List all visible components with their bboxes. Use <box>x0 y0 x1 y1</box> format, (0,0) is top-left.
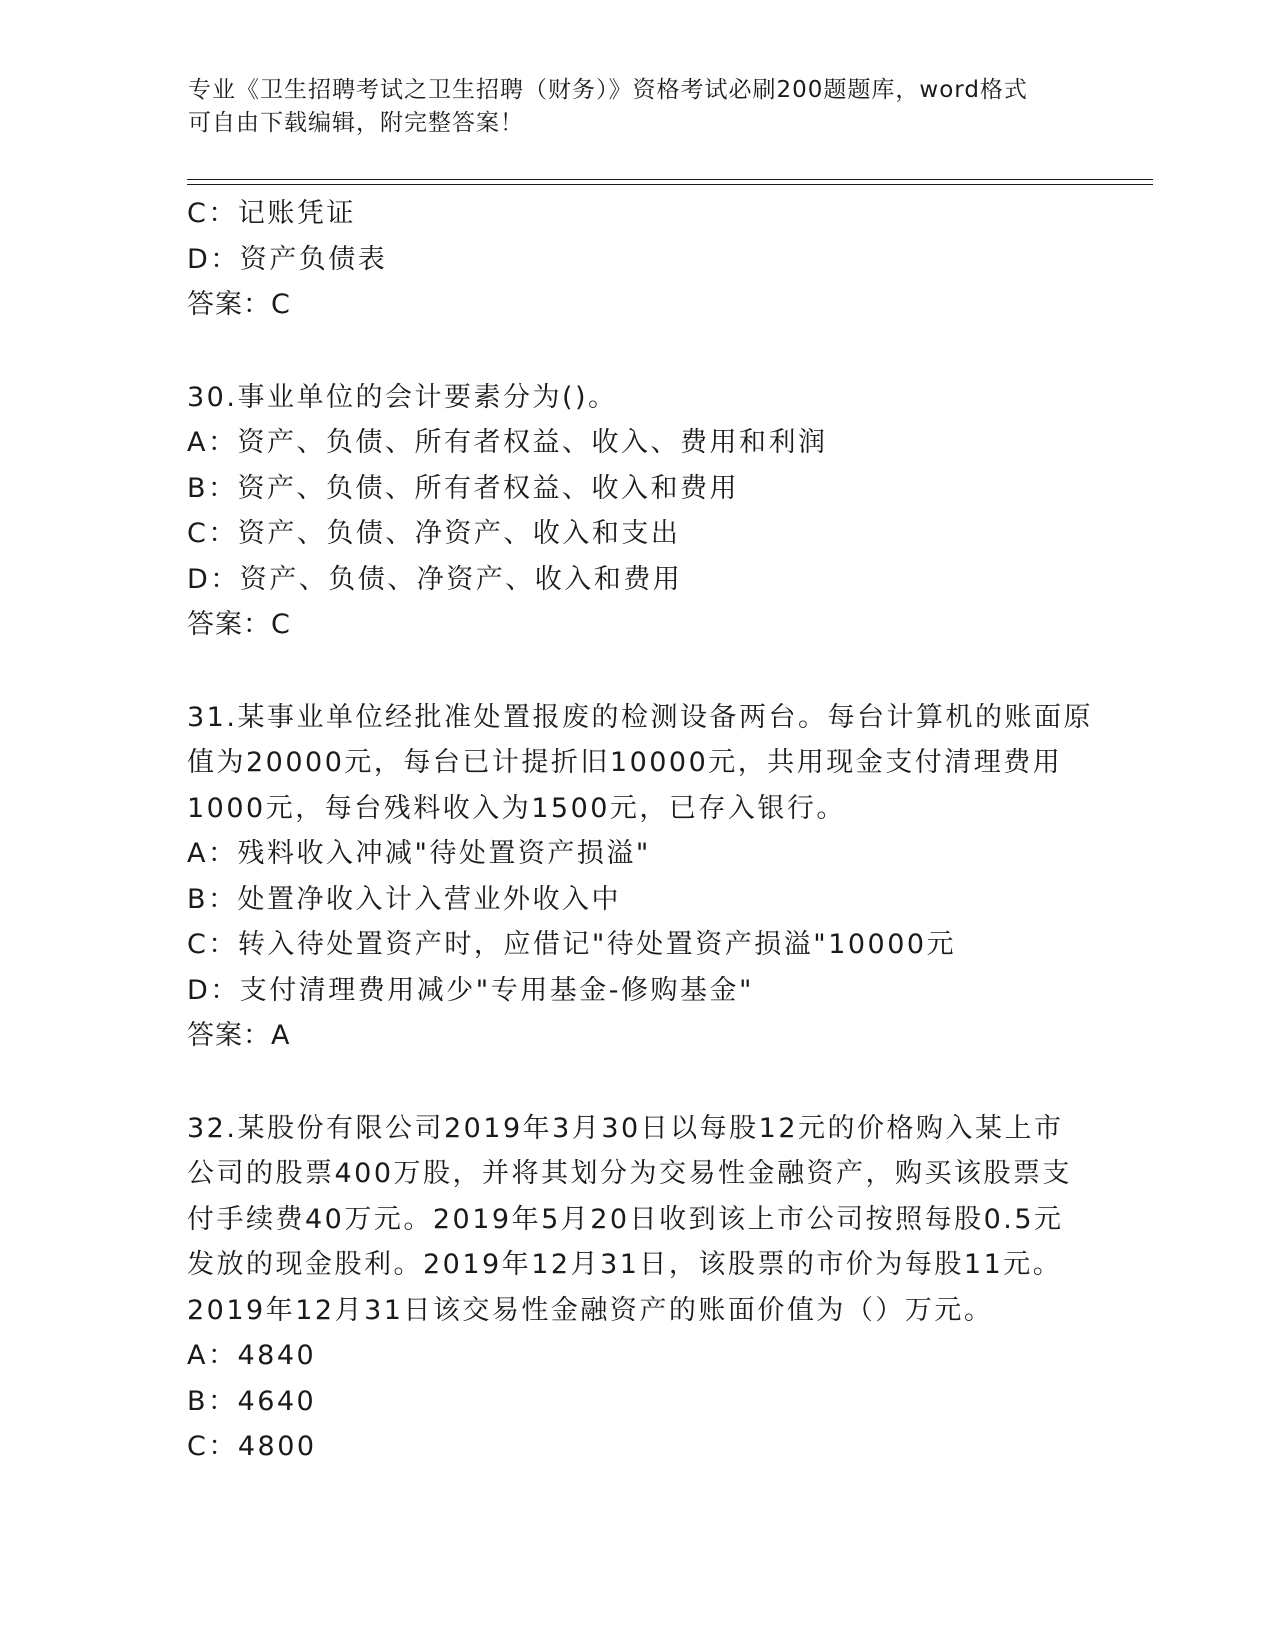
option-line: C：资产、负债、净资产、收入和支出 <box>187 518 681 549</box>
option-line: B：资产、负债、所有者权益、收入和费用 <box>187 472 740 504</box>
question-stem: 32.某股份有限公司2019年3月30日以每股12元的价格购入某上市 <box>187 1112 1064 1144</box>
block-spacer <box>187 328 1087 375</box>
question-stem: 发放的现金股利。2019年12月31日，该股票的市价为每股11元。 <box>187 1249 1063 1280</box>
document-header <box>188 74 1068 140</box>
option-line: A：4840 <box>187 1340 317 1371</box>
question-stem: 付手续费40万元。2019年5月20日收到该上市公司按照每股0.5元 <box>187 1203 1064 1235</box>
block-spacer <box>187 1059 1087 1106</box>
question-stem: 1000元，每台残料收入为1500元，已存入银行。 <box>187 792 846 824</box>
header-line: 专业《卫生招聘考试之卫生招聘（财务）》资格考试必刷200题题库，word格式 <box>188 77 1028 103</box>
question-stem: 公司的股票400万股，并将其划分为交易性金融资产，购买该股票支 <box>187 1158 1073 1189</box>
option-line: B：4640 <box>187 1385 317 1417</box>
question-stem: 值为20000元，每台已计提折旧10000元，共用现金支付清理费用 <box>187 747 1063 778</box>
question-stem: 30.事业单位的会计要素分为()。 <box>187 381 618 413</box>
header-line: 可自由下载编辑，附完整答案！ <box>188 110 524 136</box>
option-line: C：4800 <box>187 1431 317 1462</box>
answer-line: 答案：C <box>187 609 291 640</box>
question-block-32 <box>187 1106 1087 1470</box>
question-block-31 <box>187 695 1093 1059</box>
block-spacer <box>187 648 1087 695</box>
question-content <box>187 191 1093 1470</box>
option-line: C：转入待处置资产时，应借记"待处置资产损溢"10000元 <box>187 929 957 960</box>
option-line: B：处置净收入计入营业外收入中 <box>187 883 622 915</box>
answer-line: 答案：A <box>187 1020 291 1051</box>
question-stem: 2019年12月31日该交易性金融资产的账面价值为（）万元。 <box>187 1294 994 1326</box>
option-line: C：记账凭证 <box>187 198 356 229</box>
question-block-29 <box>187 191 1087 328</box>
header-divider-top <box>187 179 1153 180</box>
answer-line: 答案：C <box>187 289 291 320</box>
option-line: D：资产、负债、净资产、收入和费用 <box>187 563 683 595</box>
option-line: A：残料收入冲减"待处置资产损溢" <box>187 838 651 869</box>
option-line: D：支付清理费用减少"专用基金-修购基金" <box>187 974 754 1006</box>
option-line: D：资产负债表 <box>187 243 388 275</box>
option-line: A：资产、负债、所有者权益、收入、费用和利润 <box>187 427 828 458</box>
header-divider-bottom <box>187 184 1153 185</box>
question-block-30 <box>187 375 1087 648</box>
question-stem: 31.某事业单位经批准处置报废的检测设备两台。每台计算机的账面原 <box>187 701 1093 733</box>
